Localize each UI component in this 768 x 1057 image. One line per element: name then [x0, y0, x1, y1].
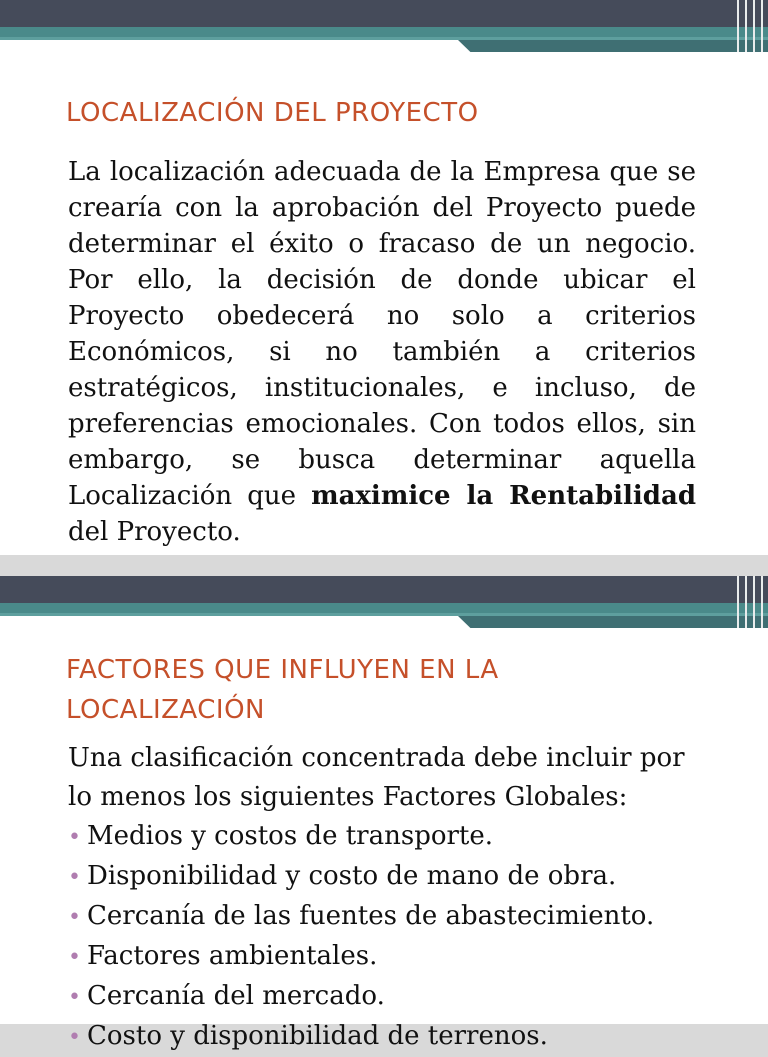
bullet-icon: •: [68, 985, 81, 1010]
paragraph-bold-text: maximice la Rentabilidad: [311, 481, 696, 511]
paragraph-end-text: del Proyecto.: [68, 517, 241, 547]
list-item-text: Disponibilidad y costo de mano de obra.: [86, 861, 617, 891]
list-item: [68, 1017, 728, 1057]
slide-paragraph: [68, 154, 696, 550]
paragraph-text: La localización adecuada de la Empresa que se crearía con la aprobación del Proyecto puede determinar el éxito o fracaso de un negocio. Por ello, la decisión de donde ubicar el Proyecto obedecerá no solo a criterios Económicos, si no también a criterios estratégicos, institucionales, e incluso, de preferencias emocionales. Con todos ellos, sin embargo, se busca determinar aquella Localización que: [68, 157, 696, 511]
bullet-icon: •: [68, 945, 81, 970]
list-item: [68, 977, 728, 1017]
header-band: [0, 576, 768, 631]
bullet-icon: •: [68, 1025, 81, 1050]
list-item: [68, 937, 728, 977]
slide-title: LOCALIZACIÓN DEL PROYECTO: [66, 98, 479, 128]
list-item: [68, 817, 728, 857]
list-item-text: Cercanía del mercado.: [86, 981, 385, 1011]
list-item-text: Costo y disponibilidad de terrenos.: [86, 1021, 548, 1051]
bullet-icon: •: [68, 905, 81, 930]
list-item: [68, 897, 728, 937]
factor-list: [68, 817, 728, 1057]
list-item-text: Factores ambientales.: [86, 941, 378, 971]
list-item-text: Cercanía de las fuentes de abastecimiento.: [86, 901, 655, 931]
slide-title: FACTORES QUE INFLUYEN EN LA LOCALIZACIÓN: [66, 655, 499, 725]
list-item: [68, 857, 728, 897]
slide-intro-text: Una clasificación concentrada debe incluir por lo menos los siguientes Factores Globales:: [68, 743, 685, 812]
slide-factores: [0, 576, 768, 1051]
bullet-icon: •: [68, 865, 81, 890]
header-band: [0, 0, 768, 55]
bullet-icon: •: [68, 825, 81, 850]
list-item-text: Medios y costos de transporte.: [86, 821, 494, 851]
